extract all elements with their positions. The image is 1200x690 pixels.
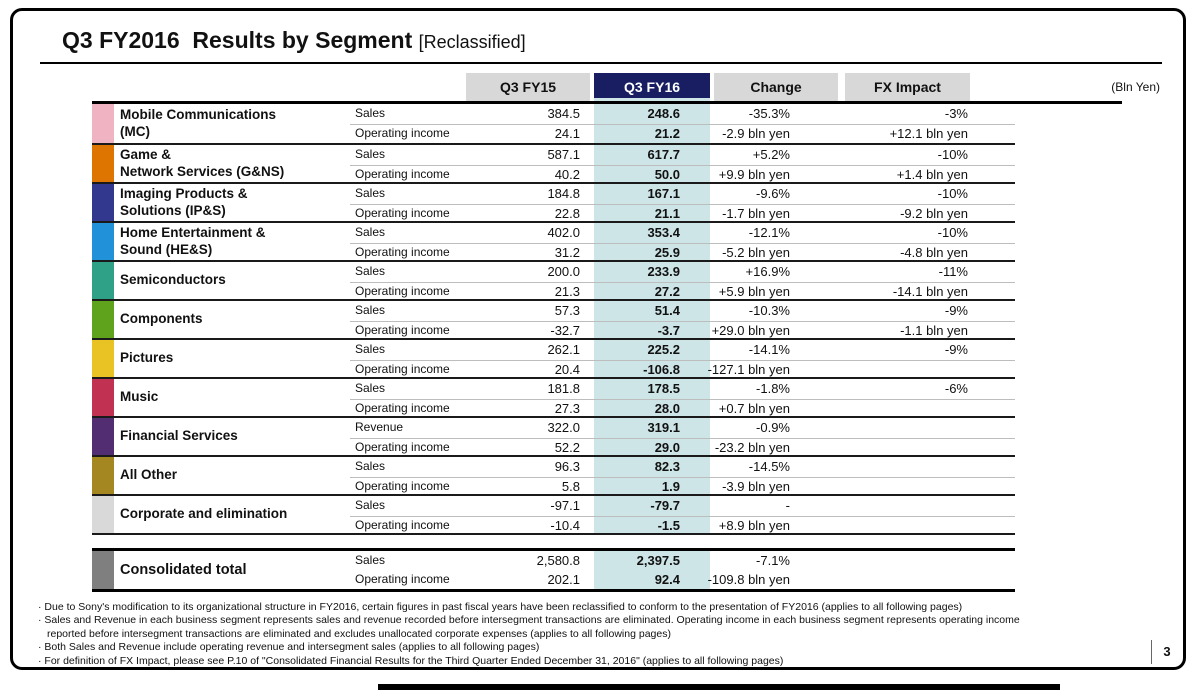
value-change: +5.2% — [752, 147, 790, 162]
segment-row — [92, 260, 1015, 299]
segment-name: Components — [120, 311, 203, 327]
value-fy16: -1.5 — [657, 517, 680, 533]
value-fy15: 96.3 — [554, 459, 580, 474]
value-fy15: 52.2 — [554, 439, 580, 455]
sales-row — [92, 301, 1015, 321]
value-fx-impact: -9% — [944, 342, 968, 357]
segment-row — [92, 104, 1015, 143]
value-change: -10.3% — [748, 303, 790, 318]
value-fy16: -106.8 — [643, 361, 680, 377]
value-fy16: 82.3 — [654, 459, 680, 474]
value-fy16: 248.6 — [647, 106, 680, 121]
value-fx-impact: -3% — [944, 106, 968, 121]
metric-label: Sales — [355, 381, 386, 395]
value-fy16: 167.1 — [647, 186, 680, 201]
metric-label: Sales — [355, 459, 386, 473]
column-header-q3fy15: Q3 FY15 — [466, 73, 590, 101]
value-fx-impact: -9% — [944, 303, 968, 318]
segment-name: Consolidated total — [120, 561, 247, 578]
value-fy15: 27.3 — [554, 400, 580, 416]
slide-title-tag: [Reclassified] — [418, 32, 526, 52]
value-fy15: -32.7 — [550, 322, 580, 338]
value-fy15: 20.4 — [554, 361, 580, 377]
column-header-q3fy16: Q3 FY16 — [594, 73, 710, 101]
value-fy16: -3.7 — [657, 322, 680, 338]
unit-label: (Bln Yen) — [1111, 80, 1160, 94]
consolidated-total-row — [92, 548, 1015, 592]
page-number: 3 — [1163, 644, 1171, 659]
value-fy16: 28.0 — [654, 400, 680, 416]
value-fy15: 587.1 — [547, 147, 580, 162]
value-fy16: 2,397.5 — [636, 553, 680, 568]
value-fx-impact: -1.1 bln yen — [900, 322, 968, 338]
metric-label: Operating income — [355, 125, 450, 140]
value-change: -7.1% — [756, 553, 790, 568]
value-fy15: 202.1 — [547, 572, 580, 587]
value-fy16: 92.4 — [654, 572, 680, 587]
value-fy15: 181.8 — [547, 381, 580, 396]
page-number-separator — [1151, 640, 1152, 664]
value-change: +0.7 bln yen — [718, 400, 790, 416]
value-fy15: 22.8 — [554, 205, 580, 221]
segment-name: All Other — [120, 467, 178, 483]
bottom-black-bar — [378, 684, 1060, 690]
footnote-line: reported before intersegment transactions are eliminated and excludes unallocated corporate expenses (applies to all following pages) — [47, 627, 671, 640]
value-fx-impact: -4.8 bln yen — [900, 244, 968, 260]
metric-label: Operating income — [355, 166, 450, 181]
operating-income-row — [92, 570, 1015, 589]
segment-row — [92, 338, 1015, 377]
sales-row — [92, 379, 1015, 399]
value-fy16: 51.4 — [654, 303, 680, 318]
value-fx-impact: +12.1 bln yen — [889, 125, 968, 141]
metric-label: Operating income — [355, 478, 450, 493]
value-change: - — [785, 498, 790, 513]
value-change: +29.0 bln yen — [711, 322, 790, 338]
metric-label: Sales — [355, 225, 386, 239]
value-fy15: 2,580.8 — [536, 553, 580, 568]
metric-label: Sales — [355, 264, 386, 278]
value-change: -1.8% — [756, 381, 790, 396]
value-fy16: 21.2 — [654, 125, 680, 141]
value-fx-impact: -10% — [937, 147, 968, 162]
metric-label: Sales — [355, 147, 386, 161]
footnotes — [38, 601, 1142, 668]
value-fy16: 27.2 — [654, 283, 680, 299]
segment-row — [92, 416, 1015, 455]
metric-label: Operating income — [355, 205, 450, 220]
segment-row — [92, 494, 1015, 533]
value-fy16: 21.1 — [654, 205, 680, 221]
value-fy16: 50.0 — [654, 166, 680, 182]
value-fy16: 29.0 — [654, 439, 680, 455]
segment-name: Mobile Communications (MC) — [120, 107, 277, 139]
metric-label: Sales — [355, 186, 386, 200]
segment-name: Pictures — [120, 350, 174, 366]
value-fy15: 402.0 — [547, 225, 580, 240]
sales-row — [92, 104, 1015, 124]
sales-row — [92, 418, 1015, 438]
metric-label: Sales — [355, 553, 386, 567]
metric-label: Sales — [355, 106, 386, 120]
sales-row — [92, 262, 1015, 282]
value-fy16: 1.9 — [661, 478, 680, 494]
metric-label: Revenue — [355, 420, 404, 434]
value-fy15: 200.0 — [547, 264, 580, 279]
value-change: -2.9 bln yen — [722, 125, 790, 141]
value-fy15: 262.1 — [547, 342, 580, 357]
segment-row — [92, 221, 1015, 260]
segment-name: Semiconductors — [120, 272, 226, 288]
value-fy15: -97.1 — [550, 498, 580, 513]
value-change: -35.3% — [748, 106, 790, 121]
metric-label: Operating income — [355, 361, 450, 376]
value-change: -14.5% — [748, 459, 790, 474]
title-underline — [40, 62, 1162, 64]
value-fx-impact: -10% — [937, 186, 968, 201]
value-change: +5.9 bln yen — [718, 283, 790, 299]
value-fy15: 24.1 — [554, 125, 580, 141]
value-change: -9.6% — [756, 186, 790, 201]
value-change: -14.1% — [748, 342, 790, 357]
metric-label: Operating income — [355, 283, 450, 298]
value-fy15: 322.0 — [547, 420, 580, 435]
metric-label: Sales — [355, 498, 386, 512]
metric-label: Operating income — [355, 244, 450, 259]
value-change: -23.2 bln yen — [714, 439, 790, 455]
value-change: -3.9 bln yen — [722, 478, 790, 494]
segment-row — [92, 377, 1015, 416]
sales-row — [92, 457, 1015, 477]
value-fy16: -79.7 — [650, 498, 680, 513]
value-fx-impact: -10% — [937, 225, 968, 240]
table-bottom-border — [92, 533, 1015, 535]
segment-name: Imaging Products & Solutions (IP&S) — [120, 186, 248, 218]
value-change: -1.7 bln yen — [722, 205, 790, 221]
value-change: +8.9 bln yen — [718, 517, 790, 533]
sales-row — [92, 551, 1015, 570]
slide-title-main: Q3 FY2016 Results by Segment — [62, 27, 413, 53]
value-change: -0.9% — [756, 420, 790, 435]
value-change: -12.1% — [748, 225, 790, 240]
value-fy15: 21.3 — [554, 283, 580, 299]
footnote-line: · Both Sales and Revenue include operating revenue and intersegment sales (applies to all following pages) — [38, 641, 540, 654]
column-header-change: Change — [714, 73, 838, 101]
value-fy15: 40.2 — [554, 166, 580, 182]
sales-row — [92, 340, 1015, 360]
value-fx-impact: -11% — [938, 264, 968, 279]
value-change: -5.2 bln yen — [722, 244, 790, 260]
value-fx-impact: -14.1 bln yen — [892, 283, 968, 299]
segment-name: Music — [120, 389, 159, 405]
footnote-line: · Due to Sony's modification to its organizational structure in FY2016, certain figures in past fiscal years have been reclassified to conform to the presentation of FY2016 (applies to all following pages) — [38, 601, 963, 613]
value-fy16: 353.4 — [647, 225, 680, 240]
value-fx-impact: -9.2 bln yen — [900, 205, 968, 221]
value-change: +9.9 bln yen — [718, 166, 790, 182]
value-fy15: -10.4 — [550, 517, 580, 533]
column-header-fx-impact: FX Impact — [845, 73, 970, 101]
value-fy15: 31.2 — [554, 244, 580, 260]
metric-label: Operating income — [355, 517, 450, 532]
metric-label: Sales — [355, 303, 386, 317]
segment-name: Corporate and elimination — [120, 506, 288, 522]
sales-row — [92, 496, 1015, 516]
value-fy15: 57.3 — [554, 303, 580, 318]
metric-label: Operating income — [355, 572, 450, 586]
slide-title — [62, 27, 526, 54]
metric-label: Operating income — [355, 322, 450, 337]
metric-label: Operating income — [355, 400, 450, 415]
metric-label: Operating income — [355, 439, 450, 454]
value-fy15: 184.8 — [547, 186, 580, 201]
value-fy16: 178.5 — [647, 381, 680, 396]
value-fy16: 25.9 — [654, 244, 680, 260]
value-fy15: 5.8 — [561, 478, 580, 494]
metric-label: Sales — [355, 342, 386, 356]
value-change: -109.8 bln yen — [707, 572, 790, 587]
value-change: -127.1 bln yen — [707, 361, 790, 377]
segment-name: Game & Network Services (G&NS) — [120, 147, 285, 179]
footnote-line: · Sales and Revenue in each business segment represents sales and revenue recorded before intersegment transactions are eliminated. Operating income in each business segment represents operating income — [38, 614, 1020, 627]
sales-row — [92, 223, 1015, 243]
value-fy16: 617.7 — [647, 147, 680, 162]
sales-row — [92, 184, 1015, 204]
value-fx-impact: +1.4 bln yen — [896, 166, 968, 182]
value-change: +16.9% — [745, 264, 790, 279]
segment-row — [92, 143, 1015, 182]
sales-row — [92, 145, 1015, 165]
operating-income-row — [92, 124, 1015, 144]
value-fy16: 225.2 — [647, 342, 680, 357]
segment-row — [92, 182, 1015, 221]
value-fy16: 319.1 — [647, 420, 680, 435]
value-fy16: 233.9 — [647, 264, 680, 279]
value-fy15: 384.5 — [547, 106, 580, 121]
segment-row — [92, 455, 1015, 494]
segment-name: Home Entertainment & Sound (HE&S) — [120, 225, 266, 257]
value-fx-impact: -6% — [944, 381, 968, 396]
segment-row — [92, 299, 1015, 338]
segment-name: Financial Services — [120, 428, 238, 444]
footnote-line: · For definition of FX Impact, please see P.10 of "Consolidated Financial Results for the Third Quarter Ended December 31, 2016" (applies to all following pages) — [38, 654, 784, 667]
